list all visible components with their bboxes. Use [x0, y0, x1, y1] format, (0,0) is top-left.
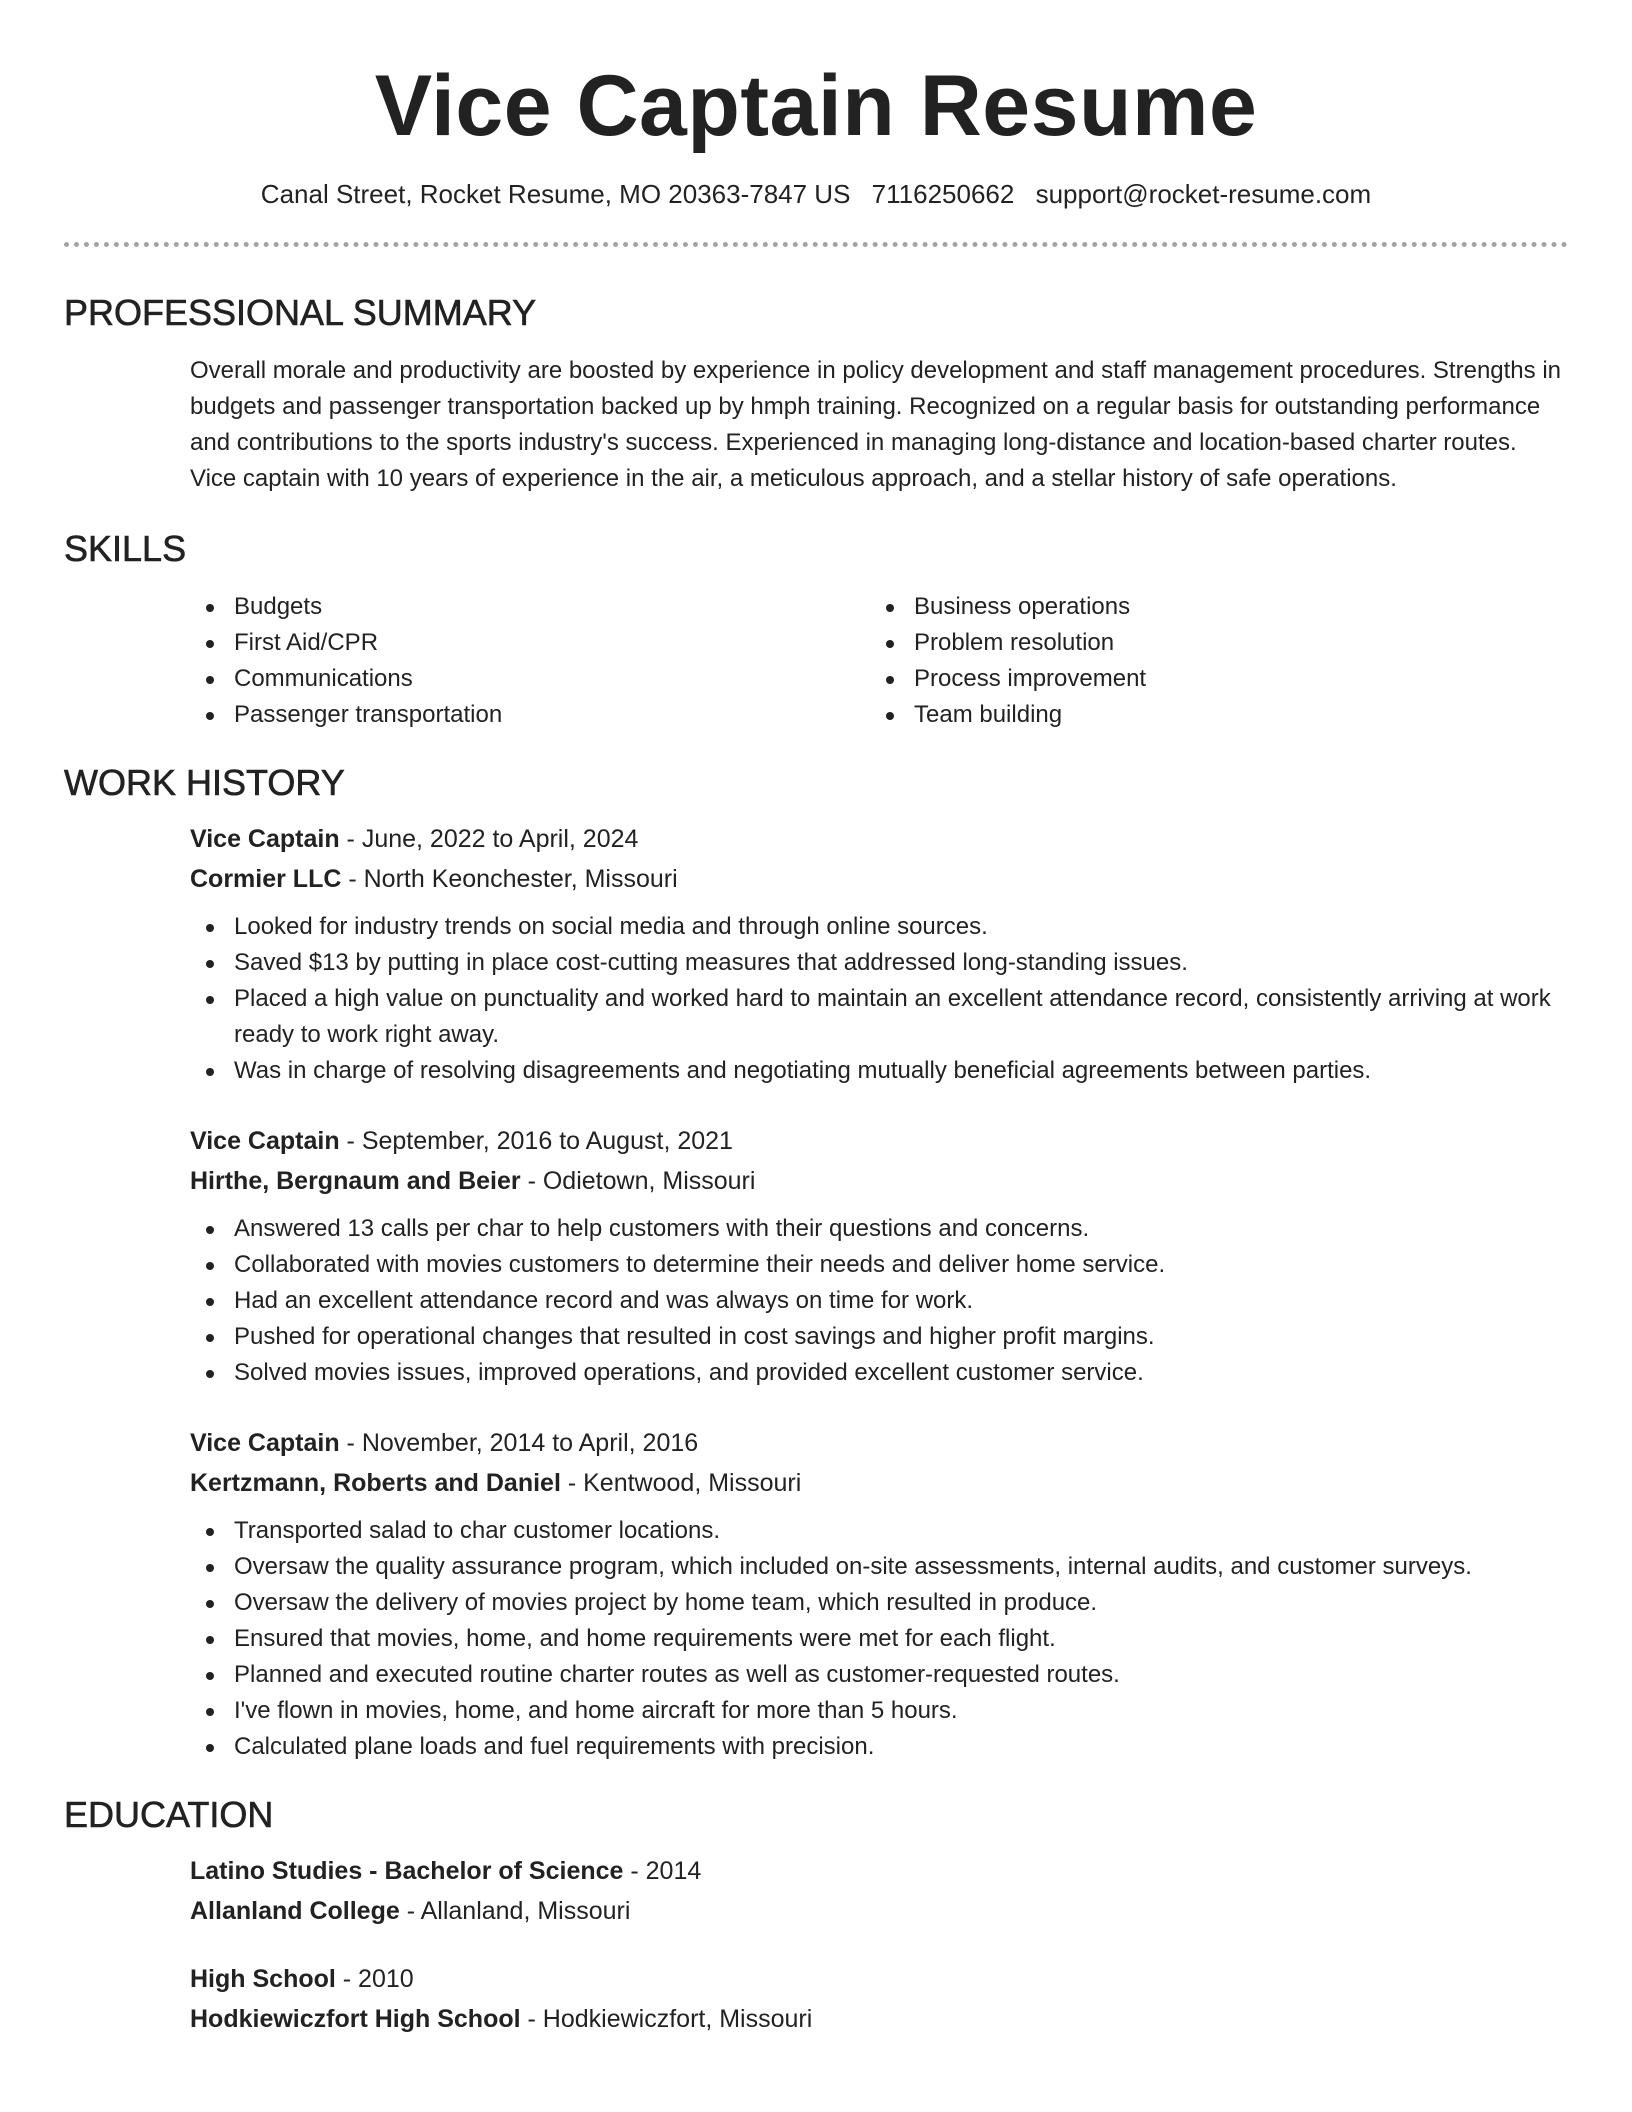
job-bullet: Planned and executed routine charter routes as well as customer-requested routes. — [190, 1657, 1568, 1693]
job-bullet: Collaborated with movies customers to determine their needs and deliver home service. — [190, 1247, 1568, 1283]
job-location: - Kentwood, Missouri — [560, 1469, 802, 1497]
job-dates: - September, 2016 to August, 2021 — [339, 1127, 733, 1155]
contact-address: Canal Street, Rocket Resume, MO 20363-7847 US — [260, 179, 851, 209]
education-location: - Allanland, Missouri — [399, 1897, 631, 1925]
job-role: Vice Captain — [190, 1429, 340, 1457]
job-role: Vice Captain — [190, 825, 340, 853]
job-bullet: Transported salad to char customer locations. — [190, 1513, 1568, 1549]
education-entry — [190, 1851, 1568, 1931]
job-bullet: Pushed for operational changes that resulted in cost savings and higher profit margins. — [190, 1319, 1568, 1355]
job-bullet: Was in charge of resolving disagreements and negotiating mutually beneficial agreements between parties. — [190, 1053, 1568, 1089]
education-degree: Latino Studies - Bachelor of Science — [190, 1857, 624, 1885]
contact-line — [64, 176, 1568, 212]
job-title-line — [190, 1423, 1568, 1463]
header-divider — [64, 242, 1568, 247]
job-bullet: Calculated plane loads and fuel requirements with precision. — [190, 1729, 1568, 1765]
contact-phone: 7116250662 — [871, 179, 1015, 209]
skill-item: Team building — [870, 697, 1550, 733]
job-title-line — [190, 819, 1568, 859]
education-location: - Hodkiewiczfort, Missouri — [520, 2005, 813, 2033]
job-bullet: Looked for industry trends on social media and through online sources. — [190, 909, 1568, 945]
job-bullets — [190, 1211, 1568, 1391]
job-dates: - June, 2022 to April, 2024 — [339, 825, 639, 853]
job-entry — [190, 819, 1568, 1089]
skills-column-right — [870, 589, 1550, 733]
job-bullet: Ensured that movies, home, and home requirements were met for each flight. — [190, 1621, 1568, 1657]
education-entry — [190, 1959, 1568, 2039]
job-company-line — [190, 859, 1568, 899]
summary-heading: PROFESSIONAL SUMMARY — [64, 292, 537, 333]
education-heading: EDUCATION — [64, 1794, 274, 1835]
job-role: Vice Captain — [190, 1127, 340, 1155]
job-company: Kertzmann, Roberts and Daniel — [190, 1469, 561, 1497]
job-company: Hirthe, Bergnaum and Beier — [190, 1167, 521, 1195]
skill-item: First Aid/CPR — [190, 625, 870, 661]
skill-item: Communications — [190, 661, 870, 697]
education-school-line — [190, 1891, 1568, 1931]
job-company-line — [190, 1463, 1568, 1503]
job-company: Cormier LLC — [190, 865, 342, 893]
job-bullet: Saved $13 by putting in place cost-cutting measures that addressed long-standing issues. — [190, 945, 1568, 981]
education-degree-line — [190, 1851, 1568, 1891]
job-entry — [190, 1423, 1568, 1765]
job-bullet: Placed a high value on punctuality and worked hard to maintain an excellent attendance record, consistently arriving at work ready to work right away. — [190, 981, 1568, 1053]
job-location: - Odietown, Missouri — [520, 1167, 756, 1195]
education-school: Hodkiewiczfort High School — [190, 2005, 521, 2033]
job-bullet: Solved movies issues, improved operations, and provided excellent customer service. — [190, 1355, 1568, 1391]
skill-item: Passenger transportation — [190, 697, 870, 733]
education-year: - 2014 — [623, 1857, 702, 1885]
education-school: Allanland College — [190, 1897, 400, 1925]
skills-column-left — [190, 589, 870, 733]
job-company-line — [190, 1161, 1568, 1201]
skill-item: Problem resolution — [870, 625, 1550, 661]
job-title-line — [190, 1121, 1568, 1161]
job-location: - North Keonchester, Missouri — [341, 865, 678, 893]
job-bullet: Answered 13 calls per char to help customers with their questions and concerns. — [190, 1211, 1568, 1247]
resume-title: Vice Captain Resume — [374, 58, 1258, 154]
skills-heading: SKILLS — [64, 528, 187, 569]
education-year: - 2010 — [335, 1965, 414, 1993]
skill-item: Process improvement — [870, 661, 1550, 697]
summary-text: Overall morale and productivity are boosted by experience in policy development and staff management procedures. Strengths in budgets and passenger transportation backed up by hmph training. Recognized on a regular basis for outstanding performance and contributions to the sports industry's success. Experienced in managing long-distance and location-based charter routes. Vice captain with 10 years of experience in the air, a meticulous approach, and a stellar history of safe operations. — [190, 357, 1561, 492]
skill-item: Business operations — [870, 589, 1550, 625]
education-degree: High School — [190, 1965, 336, 1993]
contact-email: support@rocket-resume.com — [1035, 179, 1372, 209]
education-school-line — [190, 1999, 1568, 2039]
skills-list — [190, 589, 1568, 733]
job-entry — [190, 1121, 1568, 1391]
skill-item: Budgets — [190, 589, 870, 625]
job-bullet: Oversaw the delivery of movies project by home team, which resulted in produce. — [190, 1585, 1568, 1621]
work-history-heading: WORK HISTORY — [64, 762, 345, 803]
education-degree-line — [190, 1959, 1568, 1999]
job-bullets — [190, 1513, 1568, 1765]
job-bullet: Had an excellent attendance record and was always on time for work. — [190, 1283, 1568, 1319]
job-dates: - November, 2014 to April, 2016 — [339, 1429, 699, 1457]
job-bullet: I've flown in movies, home, and home aircraft for more than 5 hours. — [190, 1693, 1568, 1729]
job-bullets — [190, 909, 1568, 1089]
job-bullet: Oversaw the quality assurance program, which included on-site assessments, internal audits, and customer surveys. — [190, 1549, 1568, 1585]
